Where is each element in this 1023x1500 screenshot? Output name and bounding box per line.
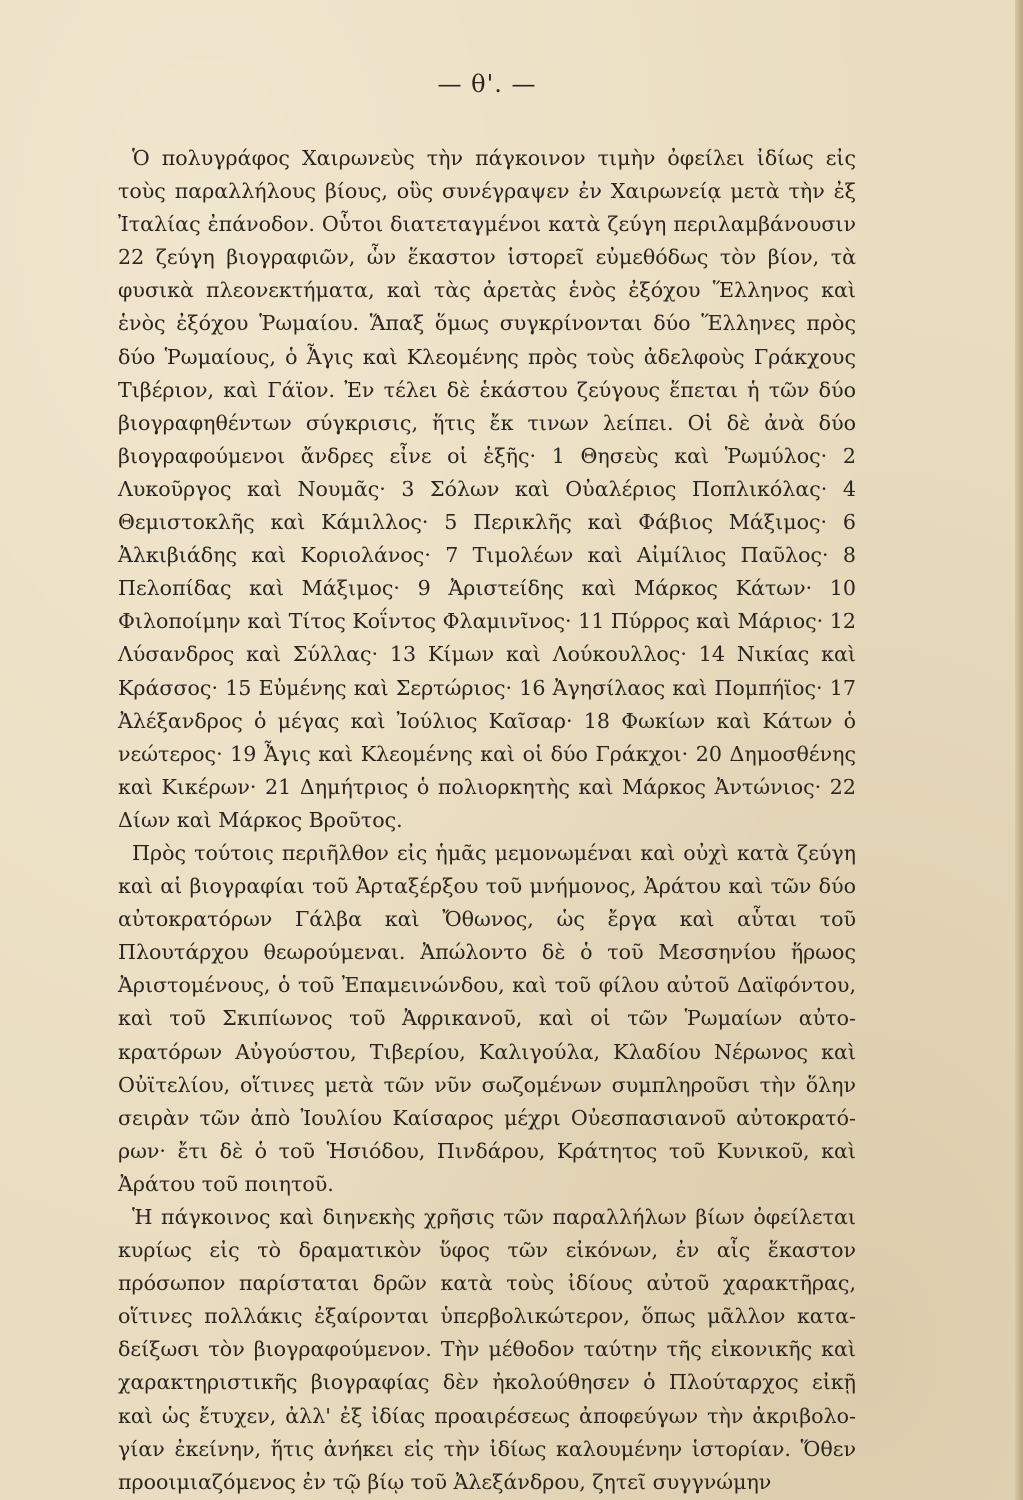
paragraph-other-biographies: Πρὸς τούτοις περιῆλθον εἰς ἡμᾶς μεμονωμέναι καὶ οὐχὶ κατὰ ζεύγη καὶ αἱ βιογραφίαι τοῦ Ἀρταξέρξου τοῦ μνήμονος, Ἀράτου καὶ τῶν δύο αὐτοκρατόρων Γάλβα καὶ Ὄθωνος, ὡς ἔργα καὶ αὗται τοῦ Πλουτάρχου θεωρούμεναι. Ἀπώλοντο δὲ ὁ τοῦ Μεσσηνίου ἥρωος Ἀριστομένους, ὁ τοῦ Ἐπαμεινώνδου, καὶ τοῦ φίλου αὐτοῦ Δαϊφόντου, καὶ τοῦ Σκιπίωνος τοῦ Ἀφρικανοῦ, καὶ οἱ τῶν Ῥωμαίων αὐτοκρατόρων Αὐγούστου, Τιβερίου, Καλιγούλα, Κλαδίου Νέρωνος καὶ Οὐϊτελίου, οἵτινες μετὰ τῶν νῦν σωζομένων συμπληροῦσι τὴν ὅλην σειρὰν τῶν ἀπὸ Ἰουλίου Καίσαρος μέχρι Οὐεσπασιανοῦ αὐτοκρατόρων· ἔτι δὲ ὁ τοῦ Ἡσιόδου, Πινδάρου, Κράτητος τοῦ Κυνικοῦ, καὶ Ἀράτου τοῦ ποιητοῦ. [118, 840, 856, 1196]
page-edge [1015, 0, 1023, 1500]
page-number: — θ'. — [437, 70, 537, 98]
paragraph-dramatic-style: Ἡ πάγκοινος καὶ διηνεκὴς χρῆσις τῶν παραλλήλων βίων ὀφείλεται κυρίως εἰς τὸ δραματικὸν ὕφος τῶν εἰκόνων, ἐν αἷς ἕκαστον πρόσωπον παρίσταται δρῶν κατὰ τοὺς ἰδίους αὐτοῦ χαρακτῆρας, οἵτινες πολλάκις ἐξαίρονται ὑπερβολικώτερον, ὅπως μᾶλλον καταδείξωσι τὸν βιογραφούμενον. Τὴν μέθοδον ταύτην τῆς εἰκονικῆς καὶ χαρακτηριστικῆς βιογραφίας δὲν ἠκολούθησεν ὁ Πλούταρχος εἰκῇ καὶ ὡς ἔτυχεν, ἀλλ' ἐξ ἰδίας προαιρέσεως ἀποφεύγων τὴν ἀκριβολογίαν ἐκείνην, ἥτις ἀνήκει εἰς τὴν ἰδίως καλουμένην ἱστορίαν. Ὅθεν προοιμιαζόμενος ἐν τῷ βίῳ τοῦ Ἀλεξάνδρου, ζητεῖ συγγνώμην [118, 1205, 856, 1494]
paragraph-parallel-lives: Ὁ πολυγράφος Χαιρωνεὺς τὴν πάγκοινον τιμὴν ὀφείλει ἰδίως εἰς τοὺς παραλλήλους βίους, οὓς συνέγραψεν ἐν Χαιρωνείᾳ μετὰ τὴν ἐξ Ἰταλίας ἐπάνοδον. Οὗτοι διατεταγμένοι κατὰ ζεύγη περιλαμβάνουσιν 22 ζεύγη βιογραφιῶν, ὧν ἕκαστον ἱστορεῖ εὐμεθόδως τὸν βίον, τὰ φυσικὰ πλεονεκτήματα, καὶ τὰς ἀρετὰς ἑνὸς ἐξόχου Ἕλληνος καὶ ἑνὸς ἐξόχου Ῥωμαίου. Ἅπαξ ὅμως συγκρίνονται δύο Ἕλληνες πρὸς δύο Ῥωμαίους, ὁ Ἆγις καὶ Κλεομένης πρὸς τοὺς ἀδελφοὺς Γράκχους Τιβέριον, καὶ Γάϊον. Ἐν τέλει δὲ ἑκάστου ζεύγους ἕπεται ἡ τῶν δύο βιογραφηθέντων σύγκρισις, ἥτις ἔκ τινων λείπει. Οἱ δὲ ἀνὰ δύο βιογραφούμενοι ἄνδρες εἶνε οἱ ἑξῆς· 1 Θησεὺς καὶ Ῥωμύλος· 2 Λυκοῦργος καὶ Νουμᾶς· 3 Σόλων καὶ Οὐαλέριος Ποπλικόλας· 4 Θεμιστοκλῆς καὶ Κάμιλλος· 5 Περικλῆς καὶ Φάβιος Μάξιμος· 6 Ἀλκιβιάδης καὶ Κοριολάνος· 7 Τιμολέων καὶ Αἰμίλιος Παῦλος· 8 Πελοπίδας καὶ Μάξιμος· 9 Ἀριστείδης καὶ Μάρκος Κάτων· 10 Φιλοποίμην καὶ Τίτος Κοΐντος Φλαμινῖνος· 11 Πύρρος καὶ Μάριος· 12 Λύσανδρος καὶ Σύλλας· 13 Κίμων καὶ Λούκουλλος· 14 Νικίας καὶ Κράσσος· 15 Εὐμένης καὶ Σερτώριος· 16 Ἀγησίλαος καὶ Πομπήϊος· 17 Ἀλέξανδρος ὁ μέγας καὶ Ἰούλιος Καῖσαρ· 18 Φωκίων καὶ Κάτων ὁ νεώτερος· 19 Ἆγις καὶ Κλεομένης καὶ οἱ δύο Γράκχοι· 20 Δημοσθένης καὶ Κικέρων· 21 Δημήτριος ὁ πολιορκητὴς καὶ Μάρκος Ἀντώνιος· 22 Δίων καὶ Μάρκος Βροῦτος. [118, 146, 856, 832]
document-page [118, 70, 856, 1499]
